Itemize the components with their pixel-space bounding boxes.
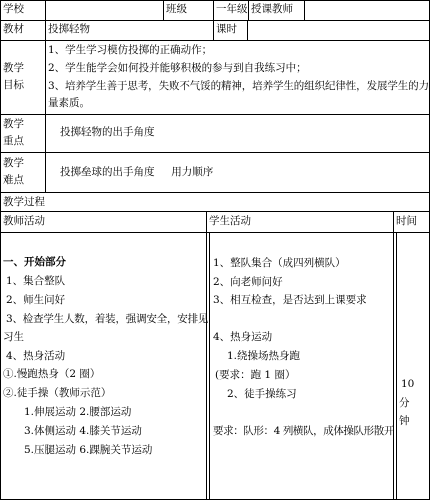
teacher-activity-item: 3.体侧运动 4.膝关节运动 — [24, 425, 142, 437]
school-label: 学校 — [3, 3, 24, 15]
col-divider — [396, 232, 397, 500]
grade-value: 一年级 — [216, 3, 248, 15]
col-divider — [213, 0, 214, 40]
table-border-top — [0, 0, 430, 1]
col-divider — [304, 0, 305, 20]
student-activity-item: 2、向老师问好 — [213, 276, 283, 288]
time-unit: 钟 — [399, 415, 410, 427]
student-activity-item: 2、徒手操练习 — [227, 388, 297, 400]
period-label: 课时 — [216, 23, 237, 35]
student-activity-header: 学生活动 — [209, 215, 251, 227]
difficulties-value: 投掷垒球的出手角度 用力顺序 — [60, 166, 214, 178]
row-divider — [0, 152, 430, 153]
key-points-value: 投掷轻物的出手角度 — [60, 126, 155, 138]
col-divider — [248, 0, 249, 20]
teacher-activity-item: 2、师生问好 — [6, 294, 66, 306]
teacher-label: 授课教师 — [251, 3, 293, 15]
student-activity-item: 4、热身运动 — [213, 331, 273, 343]
student-activity-item: 要求：队形：4 列横队，成体操队形散开 — [213, 425, 394, 437]
material-value: 投掷轻物 — [48, 23, 90, 35]
row-divider — [0, 114, 430, 115]
student-activity-item: 1.绕操场热身跑 — [227, 350, 301, 362]
col-divider — [247, 20, 248, 40]
section-title: 一、开始部分 — [3, 256, 66, 268]
row-divider — [0, 232, 430, 233]
col-divider — [209, 232, 210, 500]
time-value: 10 — [401, 378, 415, 390]
row-divider — [0, 20, 430, 21]
process-label: 教学过程 — [3, 196, 45, 208]
row-divider — [0, 211, 430, 212]
row-divider — [0, 192, 430, 193]
class-label: 班级 — [166, 3, 187, 15]
teacher-activity-item: 1、集合整队 — [6, 275, 66, 287]
student-activity-item: 3、相互检查，是否达到上课要求 — [213, 294, 367, 306]
objective-item: 3、培养学生善于思考，失败不气馁的精神，培养学生的组织纪律性，发展学生的力 — [48, 80, 429, 92]
student-activity-item: 1、整队集合（成四列横队） — [213, 257, 346, 269]
difficulties-label: 教学 — [3, 157, 24, 169]
time-header: 时间 — [396, 215, 417, 227]
teacher-activity-item: 3、检查学生人数，着装，强调安全，安排见 — [6, 313, 209, 325]
teacher-activity-item: 习生 — [3, 331, 24, 343]
difficulties-label: 难点 — [3, 174, 24, 186]
teacher-activity-header: 教师活动 — [3, 215, 45, 227]
teacher-activity-item: ①.慢跑热身（2 圈） — [3, 368, 101, 380]
time-unit: 分 — [399, 397, 410, 409]
table-border-left — [0, 0, 1, 500]
col-divider — [163, 0, 164, 20]
col-divider — [393, 211, 394, 500]
key-points-label: 重点 — [3, 135, 24, 147]
col-divider — [206, 211, 207, 500]
objective-item: 2、学生能学会如何投并能够积极的参与到自我练习中； — [48, 62, 307, 74]
teacher-activity-item: 1.伸展运动 2.腰部运动 — [24, 406, 132, 418]
col-divider — [45, 0, 46, 192]
objective-item: 量素质。 — [48, 97, 90, 109]
teacher-activity-item: ②.徒手操（教师示范） — [3, 387, 112, 399]
objective-item: 1、学生学习模仿投掷的正确动作； — [48, 44, 213, 56]
teacher-activity-item: 5.压腿运动 6.踝腕关节运动 — [24, 444, 153, 456]
key-points-label: 教学 — [3, 118, 24, 130]
objectives-label: 教学 — [3, 62, 24, 74]
row-divider — [0, 40, 430, 41]
objectives-label: 目标 — [3, 79, 24, 91]
material-label: 教材 — [3, 23, 24, 35]
student-activity-item: (要求：跑 1 圈） — [215, 369, 296, 381]
teacher-activity-item: 4、热身活动 — [6, 350, 66, 362]
